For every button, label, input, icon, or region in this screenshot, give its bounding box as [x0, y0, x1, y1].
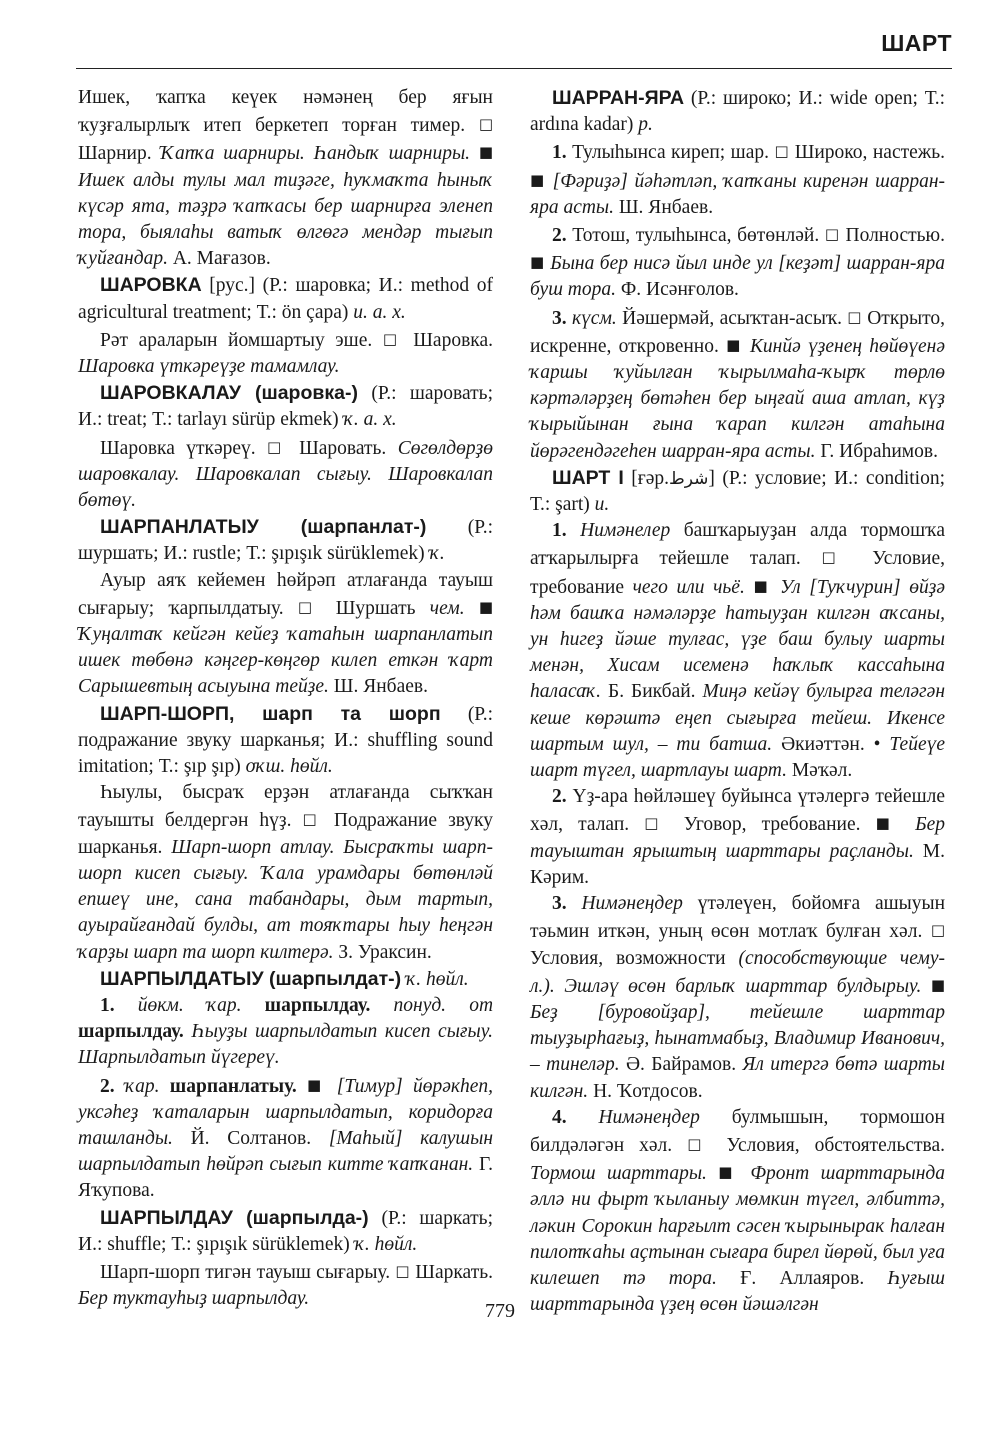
white-square-icon: □	[478, 115, 493, 134]
entry-sharran-yara	[530, 85, 945, 138]
pos-label: р.	[638, 114, 653, 136]
sense-1	[78, 993, 493, 1072]
quote-text: Фронт шарттарында әллә ни фырт ҡыланыу мөмкин түгел, әлбиттә, ләкин Сорокин һарғылт сәсен ҡырынырак һалған пилотҡаһы аҫтынан сығара бирел йөрөй, был уға килешеп тә тора.	[530, 1163, 945, 1289]
translation-text: Шарнир.	[78, 143, 152, 165]
sense-number: 4.	[552, 1106, 567, 1128]
running-head: ШАРТ	[881, 30, 952, 56]
sense-2	[530, 784, 945, 891]
white-square-icon: □	[930, 921, 946, 940]
definition-text: Шаровка үткәреү.	[100, 437, 256, 459]
example-text: Һыуҙы шарпылдатып кисеп сығыу. Шарпылдатып йүгереү.	[78, 1021, 494, 1069]
right-column	[530, 85, 945, 1318]
headword: ШАРОВКА	[100, 274, 202, 297]
sense-4	[530, 1105, 945, 1319]
quote-text: Һуғыш шарттарында үҙең өсөн йәшәлгән	[530, 1267, 946, 1316]
example-text: Сөгөлдөрҙө шаровкалау. Шаровкалап сығыу. Шаровкалап бөтөү.	[78, 437, 494, 512]
headword: ШАРП-ШОРП, шарп та шорп	[100, 702, 441, 725]
source-text: Ф. Исәнғолов.	[620, 279, 739, 301]
white-square-icon: □	[267, 437, 288, 456]
sense-number: 2.	[100, 1075, 115, 1097]
headword: ШАРПЫЛДАУ (шарпылда-)	[100, 1206, 369, 1229]
translation-text: Условия, возможности	[530, 947, 726, 969]
pos-label: ҡ. а. х.	[343, 409, 397, 431]
definition-text: Үҙ-ара һөйләшеү буйынса үтәлергә тейешле хәл, талап.	[530, 786, 945, 836]
grammar-note: (способствующие чему-л.).	[530, 947, 945, 997]
translation-text: Шаркать.	[415, 1261, 493, 1283]
source-text: Әкиәттән.	[781, 733, 865, 755]
source-text: А. Мағазов.	[172, 248, 271, 270]
equivalents: (Р.: условие; И.: condition; Т.: şart)	[530, 467, 945, 516]
source-text: Й. Солтанов.	[190, 1127, 312, 1149]
black-square-icon: ■	[307, 1075, 327, 1094]
definition-text: башҡарыуҙан алда тормошҡа атҡарылырға тейешле талап.	[530, 520, 946, 570]
grammar-note: чего или чьё.	[632, 576, 745, 598]
headword: ШАРОВКАЛАУ (шаровка-)	[100, 382, 358, 405]
entry-continuation	[78, 85, 493, 272]
usage-label: ҡар.	[124, 1075, 160, 1097]
sense-number: 2.	[552, 786, 567, 808]
entry-shart	[530, 465, 945, 518]
usage-label: Нимәнелер	[580, 520, 671, 542]
equivalents: (Р.: шуршать; И.: rustle; Т.: şıpışık sürüklemek)	[78, 517, 493, 565]
source-text: Ә. Байрамов.	[625, 1054, 737, 1076]
usage-label: йөкм. ҡар.	[137, 994, 242, 1016]
cross-reference: шарпанлатыу.	[169, 1075, 297, 1097]
equivalents: (Р.: подражание звуку шарканья; И.: shuffling sound imitation; Т.: şıp şıp)	[78, 703, 494, 778]
entry-sharpyldau	[78, 1205, 493, 1258]
quote-text: [Маһый] калушын шарпылдатып һөйрәп сығып китте ҡапҡанан.	[78, 1127, 494, 1176]
definition-text: Ишек, ҡапҡа кеүек нәмәнең бер яғын ҡуҙғалырлыҡ итеп беркетеп торған тимер.	[78, 87, 493, 137]
source-text: Г. Яҡупова.	[78, 1154, 493, 1202]
equivalents: (Р.: шаркать; И.: shuffle; Т.: şıpışık sürüklemek)	[78, 1207, 493, 1255]
white-square-icon: □	[847, 307, 862, 326]
source-text: М. Кәрим.	[530, 840, 945, 888]
definition-text: Шарп-шорп тигән тауыш сығарыу.	[100, 1261, 391, 1283]
definition-text: Йәшермәй, асыҡтан-асыҡ.	[622, 307, 842, 329]
example-text: Эшләү өсөн барлыҡ шарттар булдырыу.	[564, 975, 922, 997]
sense-number: 3.	[552, 893, 567, 915]
headword: ШАРПАНЛАТЫУ (шарпанлат-)	[100, 516, 427, 539]
pos-label: и. а. х.	[353, 301, 406, 323]
source-text: Ш. Янбаев.	[618, 196, 714, 218]
source-text: Ғ. Аллаяров.	[740, 1267, 865, 1289]
proverb-text: Тейеүе шарт түгел, шартлауы шарт.	[530, 733, 946, 782]
black-square-icon: ■	[478, 597, 494, 616]
etymology-label: [ғәр.	[631, 467, 670, 489]
bullet-icon: •	[873, 733, 881, 755]
translation-text: Широко, настежь.	[794, 142, 946, 164]
definition-text: Рәт араларын йомшартыу эше.	[100, 329, 373, 351]
black-square-icon: ■	[478, 143, 494, 162]
cross-reference: шарпылдау.	[78, 1021, 184, 1043]
sense-3	[530, 891, 945, 1105]
sense-2	[530, 221, 945, 304]
sense-number: 3.	[552, 307, 567, 329]
definition-text: булмышын, тормошон билдәләгән хәл.	[530, 1106, 945, 1156]
white-square-icon: □	[302, 810, 323, 829]
quote-text: Ҡуңалтаҡ кейгән кейеҙ ҡатаһын шарпанлатып ишек төбөнә кәңгер-көңгөр килеп еткән ҡарт Сарышевтың асыуына тейҙе.	[78, 624, 493, 698]
headword: ШАРПЫЛДАТЫУ (шарпылдат-)	[100, 967, 402, 990]
quote-text: Беҙ [буровойҙар], тейешле шарттар тыуҙырһағыҙ, һынатмабыҙ, Владимир Иванович, – тинеләр.	[530, 1001, 945, 1076]
quote-text: Кинйә үҙенең һөйөүенә ҡаршы ҡуйылған ҡырылмаһа-ҡырҡ төрлө кәртәләрҙең бөтәһен бер ыңғай аша атлап, күҙ ҡырыйынан ғына ҡарап килгән атаһына йөрәгендәгеһен шарран-яра асты.	[530, 335, 946, 462]
definition-text: Тотош, тулыһынса, бөтөнләй.	[572, 225, 820, 247]
source-text: З. Ураксин.	[338, 941, 432, 963]
quote-text: Бер тауыштан ярыштың шарттары раҫланды.	[530, 814, 945, 862]
entry-sharpanlatyu	[78, 514, 493, 567]
sense-1	[530, 138, 945, 221]
sense-number: 2.	[552, 225, 567, 247]
source-text: Н. Ҡотдосов.	[593, 1080, 703, 1102]
white-square-icon: □	[395, 1261, 410, 1280]
translation-text: Шуршать	[335, 597, 416, 619]
sense-number: 1.	[100, 994, 115, 1016]
usage-label: Нимәнеңдер	[581, 893, 683, 915]
white-square-icon: □	[382, 329, 403, 348]
example-text: Бер туктауһыҙ шарпылдау.	[78, 1288, 310, 1310]
white-square-icon: □	[824, 225, 840, 244]
quote-text: Ул [Туҡчурин] өйҙә һәм башҡа нәмәләрҙе һатыуҙан килгән аҡсаны, ун һигеҙ йәше тулғас, үҙе баш булыу шарты менән, Хисам исеменә һаҡлыҡ кассаһына һаласаҡ.	[530, 576, 946, 703]
sense-number: 1.	[552, 520, 567, 542]
source-text: Мәҡәл.	[791, 760, 853, 782]
entry-sharpyldatyu	[78, 966, 493, 993]
definition-text: Һыулы, бысраҡ ерҙән атлағанда сыҡҡан тауышты белдергән һүҙ.	[78, 782, 493, 832]
etymology-close: ]	[708, 467, 715, 489]
definition-text: Ауыр аяҡ кейемен һөйрәп атлағанда тауыш сығарыу; ҡарпылдатыу.	[78, 569, 493, 619]
example-text: Тормош шарттары.	[530, 1163, 707, 1185]
black-square-icon: ■	[726, 335, 743, 354]
sense-2	[78, 1072, 493, 1205]
translation-text: Условие, требование	[530, 548, 946, 598]
white-square-icon: □	[687, 1134, 712, 1153]
entry-sharovka-def	[78, 326, 493, 380]
equivalents: (Р.: шаровать; И.: treat; Т.: tarlayı sürüp ekmek)	[78, 383, 493, 431]
translation-text: Шаровка.	[413, 329, 494, 351]
quote-text: Ял итергә бөтә шарты килгән.	[530, 1054, 946, 1102]
black-square-icon: ■	[930, 975, 945, 994]
black-square-icon: ■	[753, 576, 772, 595]
cross-reference: шарпылдау.	[264, 994, 371, 1016]
page-number: 779	[485, 1300, 515, 1322]
sense-1	[530, 518, 945, 784]
equivalents: (Р.: широко; И.: wide open; Т.: ardına kadar)	[530, 88, 946, 136]
translation-text: Шаровать.	[299, 437, 387, 459]
entry-sharovkalau	[78, 380, 493, 433]
white-square-icon: □	[644, 814, 669, 833]
quote-text: Ишек алды тулы мал тиҙәге, һуҡмаҡта һыныҡ күсәр ята, тәҙрә ҡапҡасы бер шарнирға эленеп тора, быялаһы ватыҡ өлгөгә мендәр тығып ҡуйғандар.	[78, 169, 493, 270]
pos-label: и.	[594, 494, 610, 516]
sense-number: 1.	[552, 142, 567, 164]
headword: ШАРРАН-ЯРА	[552, 87, 685, 109]
pos-label: ҡ. һөйл.	[354, 1233, 418, 1255]
white-square-icon: □	[297, 597, 322, 616]
white-square-icon: □	[774, 142, 790, 161]
example-text: Ҡапҡа шарниры. Һандыҡ шарниры.	[160, 143, 471, 165]
entry-sharp-shorp-def	[78, 780, 493, 965]
white-square-icon: □	[821, 548, 852, 567]
definition-text: үтәлеүен, бойомға ашыуын тәьмин иткән, уның өсөн мотлаҡ булған хәл.	[530, 893, 946, 943]
source-text: Г. Ибраһимов.	[820, 440, 938, 462]
entry-sharovkalau-def	[78, 434, 493, 515]
entry-sharovka	[78, 272, 493, 325]
quote-text: Бына бер нисә йыл инде ул [кеҙәт] шарран-яра буш тора.	[530, 253, 945, 301]
left-column	[78, 85, 493, 1312]
black-square-icon: ■	[875, 814, 900, 833]
grammar-note: чем.	[429, 597, 465, 619]
pos-label: оҡш. һөйл.	[245, 756, 333, 778]
header-rule	[76, 68, 952, 69]
sense-3	[530, 304, 945, 465]
usage-label: күсм.	[571, 307, 617, 329]
entry-sharpanlatyu-def	[78, 568, 493, 701]
translation-text: Полностью.	[845, 225, 945, 247]
definition-text: Тулыһынса киреп; шар.	[572, 142, 769, 164]
quote-text: [Фәриҙә] йәһәтләп, ҡапҡаны киренән шарран-яра асты.	[530, 170, 945, 218]
translation-text: Уговор, требование.	[683, 814, 861, 836]
example-text: Шаровка үткәреүҙе тамамлау.	[78, 356, 340, 378]
quote-text: [Тимур] йөрәкһеп, уксәһеҙ ҡаталарын шарпылдатып, коридорға ташланды.	[78, 1075, 493, 1149]
entry-sharp-shorp	[78, 701, 493, 781]
arabic-etymon: شرط	[669, 468, 709, 489]
quote-text: Миңә кейәү булырға теләгән кеше көрәштә еңеп сығырға тейеш. Икенсе шартым шул, – ти батша.	[530, 681, 945, 755]
headword: ШАРТ I	[552, 466, 624, 489]
pos-label: ҡ. һөйл.	[405, 968, 469, 990]
black-square-icon: ■	[718, 1163, 739, 1182]
translation-text: Условия, обстоятельства.	[726, 1134, 946, 1156]
pos-label: ҡ.	[429, 543, 445, 565]
translation-text: Открыто, искренне, откровенно.	[530, 307, 946, 357]
black-square-icon: ■	[530, 170, 546, 189]
equivalents: [рус.] (Р.: шаровка; И.: method of agricultural treatment; Т.: ön çapa)	[78, 275, 493, 323]
example-text: Шарп-шорп атлау. Бысраҡты шарп-шорп кисеп сығыу. Ҡала урамдары бөтөнләй епшеү ине, сана табандары, дым тартып, ауырайғандай булды, ат тояҡтары һыу һеңгән ҡарҙы шарп та шорп килтерә.	[78, 836, 493, 963]
source-text: Б. Бикбай.	[608, 681, 696, 703]
black-square-icon: ■	[530, 253, 545, 272]
usage-label: понуд. от	[393, 994, 494, 1016]
usage-label: Нимәнеңдер	[598, 1106, 700, 1128]
translation-text: Подражание звуку шарканья.	[78, 810, 494, 858]
source-text: Ш. Янбаев.	[333, 676, 428, 698]
